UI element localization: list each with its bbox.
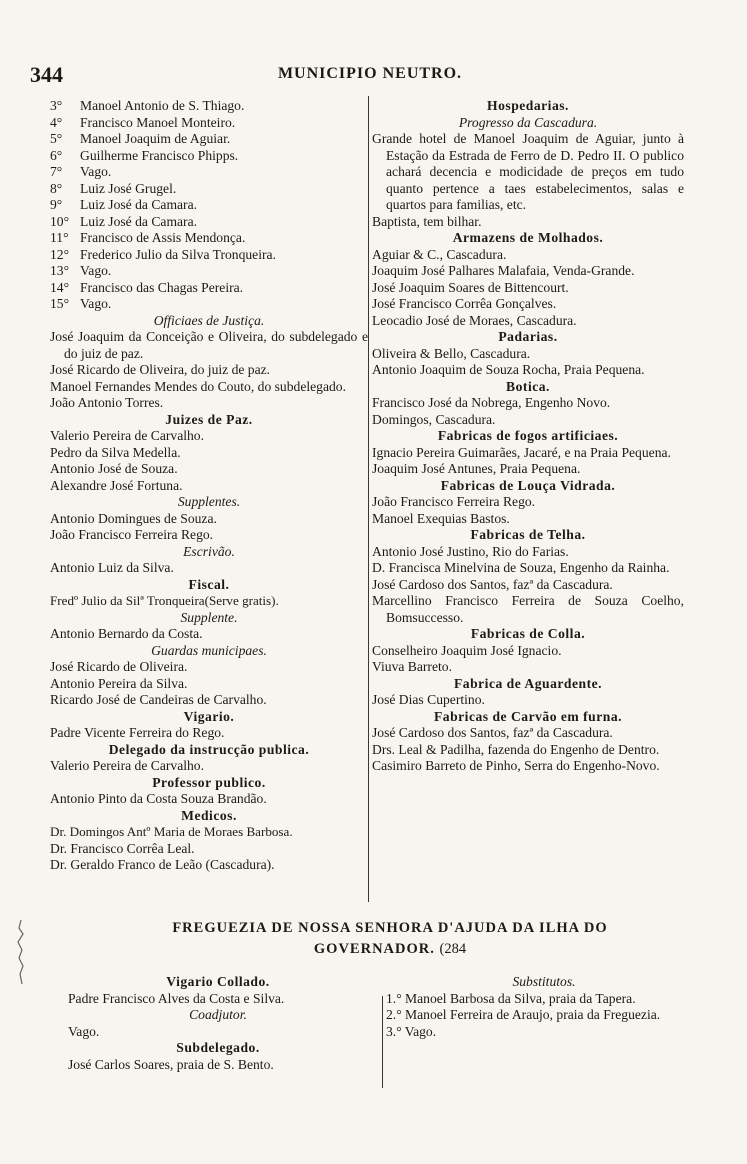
item-number: 7° xyxy=(50,164,63,179)
item-number: 15° xyxy=(50,296,70,311)
molhados-heading: Armazens de Molhados. xyxy=(452,230,604,245)
list-item: João Antonio Torres. xyxy=(50,395,164,410)
list-item: Baptista, tem bilhar. xyxy=(372,213,482,229)
subdelegado-numbered-list xyxy=(50,98,368,313)
list-item: João Francisco Ferreira Rego. xyxy=(50,527,214,542)
item-text: Vago. xyxy=(80,164,112,179)
right-column xyxy=(372,98,684,775)
officiaes-heading: Officiaes de Justiça. xyxy=(153,312,265,328)
column-divider xyxy=(382,996,383,1088)
list-item: 3.° Vago. xyxy=(386,1023,437,1039)
list-item: Dr. Geraldo Franco de Leão (Cascadura). xyxy=(50,857,275,872)
hotel-advert: Grande hotel de Manoel Joaquim de Aguiar, junto à Estação da Estrada de Ferro de D. Pedro II. O publico achará decencia e modicidade de preços em tudo quanto pertence a taes estabelecimentos, salas e quartos para familias, etc. xyxy=(372,131,684,212)
telha-heading: Fabricas de Telha. xyxy=(470,527,586,542)
numbered-list-item xyxy=(50,98,368,115)
list-item: 2.° Manoel Ferreira de Araujo, praia da Freguezia. xyxy=(386,1007,661,1022)
list-item: Domingos, Cascadura. xyxy=(372,411,496,427)
item-number: 6° xyxy=(50,147,63,163)
progresso-heading: Progresso da Cascadura. xyxy=(458,114,598,130)
vigario-heading: Vigario. xyxy=(183,708,235,724)
aguardente-heading: Fabrica de Aguardente. xyxy=(453,675,603,691)
numbered-list-item xyxy=(50,296,368,313)
list-item: Vago. xyxy=(68,1023,100,1039)
item-text: Francisco das Chagas Pereira. xyxy=(80,279,244,295)
list-item: Pedro da Silva Medella. xyxy=(50,444,181,460)
item-text: Francisco de Assis Mendonça. xyxy=(80,230,246,245)
list-item: Ricardo José de Candeiras de Carvalho. xyxy=(50,692,267,707)
page-number: 344 xyxy=(30,62,63,87)
louca-heading: Fabricas de Louça Vidrada. xyxy=(440,477,616,493)
substitutos-heading: Substitutos. xyxy=(512,974,576,989)
item-number: 13° xyxy=(50,263,70,278)
numbered-list-item xyxy=(50,280,368,297)
item-number: 11° xyxy=(50,230,69,245)
list-item: 1.° Manoel Barbosa da Silva, praia da Tapera. xyxy=(386,990,636,1006)
item-text: Frederico Julio da Silva Tronqueira. xyxy=(80,246,276,262)
item-number: 4° xyxy=(50,114,63,130)
list-item: José Joaquim da Conceição e Oliveira, do subdelegado e do juiz de paz. xyxy=(50,329,368,361)
running-title: MUNICIPIO NEUTRO. xyxy=(277,65,463,82)
list-item: José Cardoso dos Santos, fazª da Cascadura. xyxy=(372,576,613,592)
list-item: Oliveira & Bello, Cascadura. xyxy=(372,345,531,361)
list-item: Padre Francisco Alves da Costa e Silva. xyxy=(68,990,285,1006)
column-divider xyxy=(368,96,369,902)
list-item: Manoel Fernandes Mendes do Couto, do subdelegado. xyxy=(50,378,346,394)
item-number: 12° xyxy=(50,246,70,262)
item-text: Vago. xyxy=(80,296,112,311)
delegado-heading: Delegado da instrucção publica. xyxy=(108,741,310,757)
carvao-heading: Fabricas de Carvão em furna. xyxy=(433,708,623,724)
vigario-collado-heading: Vigario Collado. xyxy=(166,974,270,989)
left-column xyxy=(50,98,368,874)
list-item: Antonio José Justino, Rio do Farias. xyxy=(372,543,569,559)
supplente-heading: Supplente. xyxy=(180,609,238,625)
list-item: Francisco José da Nobrega, Engenho Novo. xyxy=(372,395,611,410)
numbered-list-item xyxy=(50,197,368,214)
list-item: José Cardoso dos Santos, fazª da Cascadura. xyxy=(372,725,613,740)
item-number: 10° xyxy=(50,213,70,229)
professor-heading: Professor publico. xyxy=(152,774,266,790)
freguezia-left-column xyxy=(68,974,368,1073)
numbered-list-item xyxy=(50,115,368,132)
numbered-list-item xyxy=(50,214,368,231)
list-item: Antonio José de Souza. xyxy=(50,461,178,476)
item-text: Vago. xyxy=(80,263,112,278)
list-item: Alexandre José Fortuna. xyxy=(50,477,183,493)
numbered-list-item xyxy=(50,230,368,247)
list-item: Antonio Joaquim de Souza Rocha, Praia Pequena. xyxy=(372,362,645,377)
list-item: José Ricardo de Oliveira. xyxy=(50,659,188,674)
page-header xyxy=(30,62,710,88)
list-item: Ignacio Pereira Guimarães, Jacaré, e na Praia Pequena. xyxy=(372,444,671,460)
list-item: Valerio Pereira de Carvalho. xyxy=(50,758,204,773)
list-item: Antonio Luiz da Silva. xyxy=(50,560,174,575)
numbered-list-item xyxy=(50,164,368,181)
margin-annotation-mark xyxy=(14,918,28,986)
numbered-list-item xyxy=(50,247,368,264)
colla-heading: Fabricas de Colla. xyxy=(470,626,586,641)
numbered-list-item xyxy=(50,131,368,148)
numbered-list-item xyxy=(50,181,368,198)
freguezia-right-column xyxy=(386,974,702,1040)
guardas-heading: Guardas municipaes. xyxy=(151,642,267,658)
juizes-heading: Juizes de Paz. xyxy=(165,411,253,427)
list-item: Manoel Exequias Bastos. xyxy=(372,510,510,526)
hospedarias-heading: Hospedarias. xyxy=(487,98,569,113)
item-text: Francisco Manoel Monteiro. xyxy=(80,114,236,130)
item-number: 14° xyxy=(50,279,70,295)
list-item: Drs. Leal & Padilha, fazenda do Engenho de Dentro. xyxy=(372,741,660,757)
botica-heading: Botica. xyxy=(506,378,550,394)
list-item: Casimiro Barreto de Pinho, Serra do Engenho-Novo. xyxy=(372,758,660,773)
list-item: Dr. Francisco Corrêa Leal. xyxy=(50,840,195,856)
list-item: Viuva Barreto. xyxy=(372,659,452,674)
numbered-list-item xyxy=(50,148,368,165)
list-item: José Francisco Corrêa Gonçalves. xyxy=(372,296,557,311)
fiscal-heading: Fiscal. xyxy=(188,576,230,592)
item-text: Luiz José Grugel. xyxy=(80,180,177,196)
supplentes-heading: Supplentes. xyxy=(177,494,241,509)
item-number: 5° xyxy=(50,131,63,146)
section-title-suffix: (284 xyxy=(439,941,467,957)
list-item: Antonio Pereira da Silva. xyxy=(50,675,188,691)
list-item: Antonio Bernardo da Costa. xyxy=(50,626,203,641)
padarias-heading: Padarias. xyxy=(498,329,558,344)
list-item: José Carlos Soares, praia de S. Bento. xyxy=(68,1056,274,1072)
list-item: João Francisco Ferreira Rego. xyxy=(372,494,536,509)
item-text: Manoel Joaquim de Aguiar. xyxy=(80,131,231,146)
freguezia-section-title xyxy=(110,918,670,960)
numbered-list-item xyxy=(50,263,368,280)
list-item: Dr. Domingos Antº Maria de Moraes Barbosa. xyxy=(50,824,293,839)
fogos-heading: Fabricas de fogos artificiaes. xyxy=(437,428,619,443)
list-item: Leocadio José de Moraes, Cascadura. xyxy=(372,312,577,328)
coadjutor-heading: Coadjutor. xyxy=(189,1007,247,1022)
item-text: Luiz José da Camara. xyxy=(80,213,198,229)
item-text: Manoel Antonio de S. Thiago. xyxy=(80,98,245,113)
list-item: Marcellino Francisco Ferreira de Souza Coelho, Bomsuccesso. xyxy=(372,593,684,625)
item-number: 3° xyxy=(50,98,63,113)
item-text: Guilherme Francisco Phipps. xyxy=(80,147,239,163)
list-item: José Dias Cupertino. xyxy=(372,692,485,707)
subdelegado-heading: Subdelegado. xyxy=(176,1040,260,1055)
list-item: D. Francisca Minelvina de Souza, Engenho da Rainha. xyxy=(372,560,670,575)
item-number: 8° xyxy=(50,180,63,196)
list-item: Aguiar & C., Cascadura. xyxy=(372,246,507,262)
list-item: Joaquim José Antunes, Praia Pequena. xyxy=(372,461,581,476)
list-item: José Ricardo de Oliveira, do juiz de paz. xyxy=(50,362,271,377)
list-item: Joaquim José Palhares Malafaia, Venda-Grande. xyxy=(372,263,635,278)
list-item: Antonio Pinto da Costa Souza Brandão. xyxy=(50,791,267,806)
section-title-line1: FREGUEZIA DE NOSSA SENHORA D'AJUDA DA ILHA DO xyxy=(172,920,608,936)
list-item: José Joaquim Soares de Bittencourt. xyxy=(372,279,569,295)
list-item: Padre Vicente Ferreira do Rego. xyxy=(50,725,225,740)
list-item: Conselheiro Joaquim José Ignacio. xyxy=(372,642,562,658)
item-text: Luiz José da Camara. xyxy=(80,197,198,212)
section-title-line2: GOVERNADOR. xyxy=(313,941,435,957)
list-item: Antonio Domingues de Souza. xyxy=(50,510,217,526)
list-item: Fredº Julio da Silª Tronqueira(Serve gratis). xyxy=(50,593,279,608)
medicos-heading: Medicos. xyxy=(181,807,237,823)
escrivao-heading: Escrivão. xyxy=(183,543,235,559)
item-number: 9° xyxy=(50,197,63,212)
list-item: Valerio Pereira de Carvalho. xyxy=(50,428,204,443)
